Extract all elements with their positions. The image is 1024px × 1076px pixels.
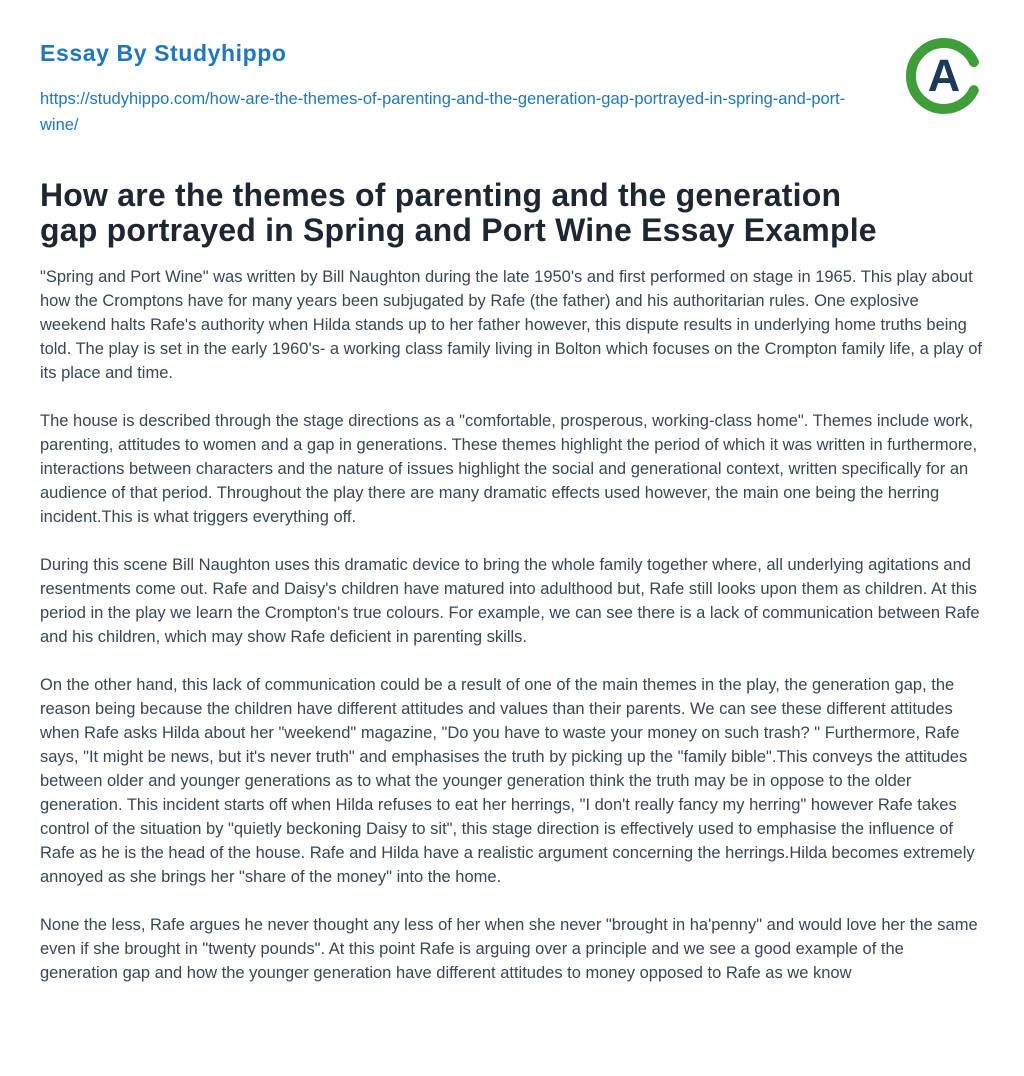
essay-paragraph-2: The house is described through the stage directions as a "comfortable, prosperous, working-class home". Themes include work, parenting, attitudes to women and a gap in generations. These themes highlight the period of which it was written in furthermore, interactions between characters and the nature of issues highlight the social and generational context, written specifically for an audience of that period. Throughout the play there are many dramatic effects used however, the main one being the herring incident.This is what triggers everything off. [40, 411, 978, 526]
studyhippo-logo[interactable] [904, 36, 984, 121]
essay-paragraph-1: "Spring and Port Wine" was written by Bill Naughton during the late 1950's and first performed on stage in 1965. This play about how the Cromptons have for many years been subjugated by Rafe (the father) and his authoritarian rules. One explosive weekend halts Rafe's authority when Hilda stands up to her father however, this dispute results in underlying home truths being told. The play is set in the early 1960's- a working class family living in Bolton which focuses on the Crompton family life, a play of its place and time. [40, 267, 982, 382]
page-header [40, 34, 984, 138]
logo-letter: A [927, 50, 961, 101]
essay-paragraph-3: During this scene Bill Naughton uses this dramatic device to bring the whole family together where, all underlying agitations and resentments come out. Rafe and Daisy's children have matured into adulthood but, Rafe still looks upon them as children. At this period in the play we learn the Crompton's true colours. For example, we can see there is a lack of communication between Rafe and his children, which may show Rafe deficient in parenting skills. [40, 555, 980, 646]
site-title: Essay By Studyhippo [40, 40, 287, 66]
source-url-link[interactable]: https://studyhippo.com/how-are-the-themes-of-parenting-and-the-generation-gap-portrayed-in-spring-and-port-wine/ [40, 90, 846, 134]
header-text-block [40, 34, 852, 138]
page-title: How are the themes of parenting and the generation gap portrayed in Spring and Port Wine Essay Example [40, 177, 877, 249]
studyhippo-logo-icon [904, 36, 984, 116]
essay-paragraph-4: On the other hand, this lack of communication could be a result of one of the main themes in the play, the generation gap, the reason being because the children have different attitudes and values than their parents. We can see these different attitudes when Rafe asks Hilda about her "weekend" magazine, "Do you have to waste your money on such trash? " Furthermore, Rafe says, "It might be news, but it's never truth" and emphasises the truth by picking up the "family bible".This conveys the attitudes between older and younger generations as to what the younger generation think the truth may be in oppose to the older generation. This incident starts off when Hilda refuses to eat her herrings, "I don't really fancy my herring" however Rafe takes control of the situation by "quietly beckoning Daisy to sit", this stage direction is effectively used to emphasise the influence of Rafe as he is the head of the house. Rafe and Hilda have a realistic argument concerning the herrings.Hilda becomes extremely annoyed as she brings her "share of the money" into the home. [40, 675, 975, 886]
essay-paragraph-5: None the less, Rafe argues he never thought any less of her when she never "brought in ha'penny" and would love her the same even if she brought in "twenty pounds". At this point Rafe is arguing over a principle and we see a good example of the generation gap and how the younger generation have different attitudes to money opposed to Rafe as we know [40, 915, 978, 982]
